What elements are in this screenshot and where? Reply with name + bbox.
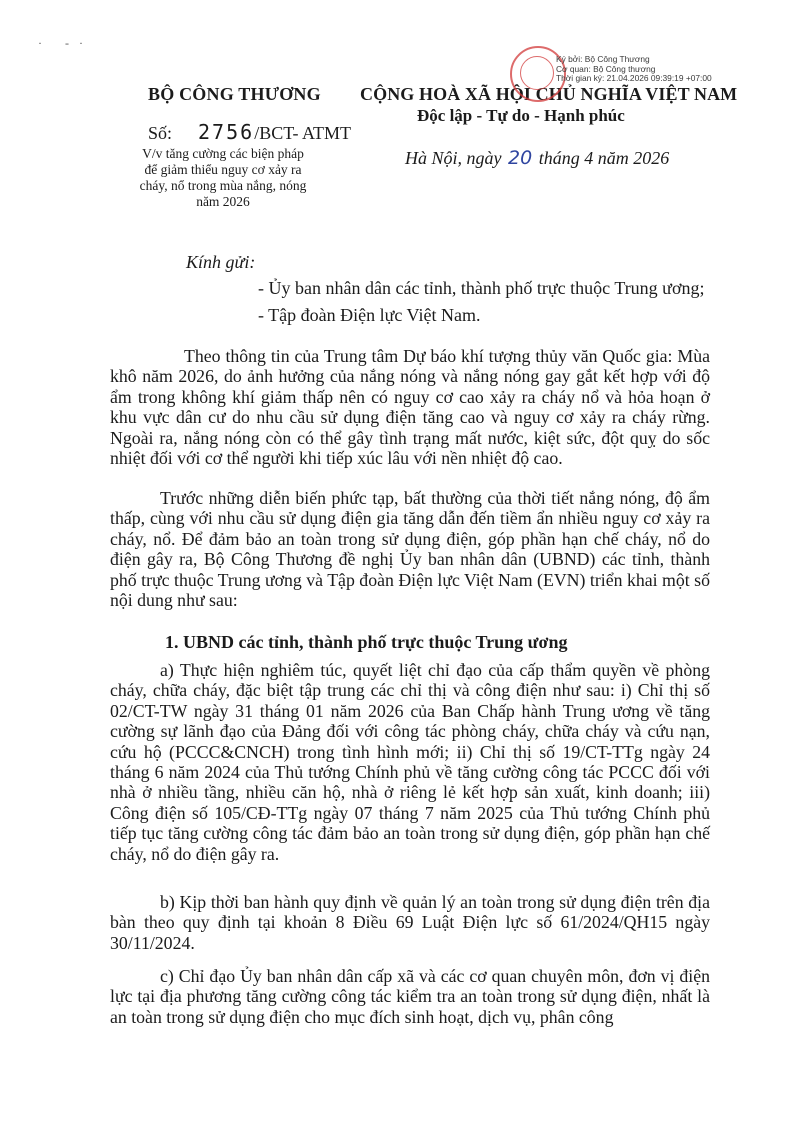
signature-line-agency: Cơ quan: Bộ Công thương <box>556 63 656 74</box>
scan-mark: · -· <box>38 36 93 50</box>
issuing-ministry: BỘ CÔNG THƯƠNG <box>148 84 321 104</box>
national-motto: Độc lập - Tự do - Hạnh phúc <box>417 106 625 125</box>
country-name: CỘNG HOÀ XÃ HỘI CHỦ NGHĨA VIỆT NAM <box>360 84 738 104</box>
recipient-item: - Ủy ban nhân dân các tỉnh, thành phố trực thuộc Trung ương; <box>258 278 705 298</box>
document-number-label: Số: <box>148 123 173 143</box>
document-number-value: 2756 <box>198 120 255 144</box>
date-day-handwritten: 20 <box>508 147 533 169</box>
date-suffix: tháng 4 năm 2026 <box>538 148 670 168</box>
signature-line-time: Thời gian ký: 21.04.2026 09:39:19 +07:00 <box>556 73 712 83</box>
date-line <box>405 147 669 169</box>
body-paragraph-context: Theo thông tin của Trung tâm Dự báo khí tượng thủy văn Quốc gia: Mùa khô năm 2026, do ảnh hưởng của nắng nóng và nắng nóng gay gắt kết hợp với độ ẩm trong không khí giảm thấp nên có nguy cơ cao xảy ra cháy nổ và hỏa hoạn ở khu vực dân cư do nhu cầu sử dụng điện tăng cao và nguy cơ xảy ra cháy rừng. Ngoài ra, nắng nóng còn có thể gây tình trạng mất nước, kiệt sức, đột quỵ do sốc nhiệt đối với cơ thể người khi tiếp xúc lâu với nền nhiệt độ cao. <box>110 346 710 469</box>
recipient-item: - Tập đoàn Điện lực Việt Nam. <box>258 305 481 325</box>
seal-inner-ring <box>520 56 554 90</box>
document-subject: V/v tăng cường các biện pháp để giảm thiểu nguy cơ xảy ra cháy, nổ trong mùa nắng, nóng năm 2026 <box>139 146 307 209</box>
item-a-paragraph: a) Thực hiện nghiêm túc, quyết liệt chỉ đạo của cấp thẩm quyền về phòng cháy, chữa cháy, đặc biệt tập trung các chỉ thị và công điện như sau: i) Chỉ thị số 02/CT-TW ngày 31 tháng 01 năm 2026 của Ban Chấp hành Trung ương về tăng cường sự lãnh đạo của Đảng đối với công tác phòng cháy, chữa cháy và cứu nạn, cứu hộ (PCCC&CNCH) trong tình hình mới; ii) Chỉ thị số 19/CT-TTg ngày 24 tháng 6 năm 2024 của Thủ tướng Chính phủ về tăng cường công tác PCCC đối với nhà ở nhiều tầng, nhiều căn hộ, nhà ở riêng lẻ kết hợp sản xuất, kinh doanh; iii) Công điện số 105/CĐ-TTg ngày 07 tháng 7 năm 2025 của Thủ tướng Chính phủ tiếp tục tăng cường công tác đảm bảo an toàn trong sử dụng điện, góp phần hạn chế cháy, nổ do điện gây ra. <box>110 660 710 864</box>
date-prefix: Hà Nội, ngày <box>405 148 502 168</box>
item-b-paragraph: b) Kịp thời ban hành quy định về quản lý an toàn trong sử dụng điện trên địa bàn theo quy định tại khoản 8 Điều 69 Luật Điện lực số 61/2024/QH15 ngày 30/11/2024. <box>110 892 710 953</box>
item-c-paragraph: c) Chỉ đạo Ủy ban nhân dân cấp xã và các cơ quan chuyên môn, đơn vị điện lực tại địa phương tăng cường công tác kiểm tra an toàn trong sử dụng điện, nhất là an toàn trong sử dụng điện cho mục đích sinh hoạt, dịch vụ, phân công <box>110 966 710 1027</box>
document-number-suffix: /BCT- ATMT <box>254 123 352 143</box>
greeting: Kính gửi: <box>186 252 256 272</box>
document-number <box>148 120 351 144</box>
section-heading: 1. UBND các tỉnh, thành phố trực thuộc Trung ương <box>165 632 568 652</box>
digital-signature-info <box>556 55 712 84</box>
signature-line-signer: Ký bởi: Bộ Công Thương <box>556 54 650 64</box>
body-paragraph-request: Trước những diễn biến phức tạp, bất thường của thời tiết nắng nóng, độ ẩm thấp, cùng với nhu cầu sử dụng điện gia tăng dẫn đến tiềm ẩn nhiều nguy cơ xảy ra cháy, nổ. Để đảm bảo an toàn trong sử dụng điện, góp phần hạn chế cháy, nổ do điện gây ra, Bộ Công Thương đề nghị Ủy ban nhân dân (UBND) các tỉnh, thành phố trực thuộc Trung ương và Tập đoàn Điện lực Việt Nam (EVN) triển khai một số nội dung như sau: <box>110 488 710 611</box>
